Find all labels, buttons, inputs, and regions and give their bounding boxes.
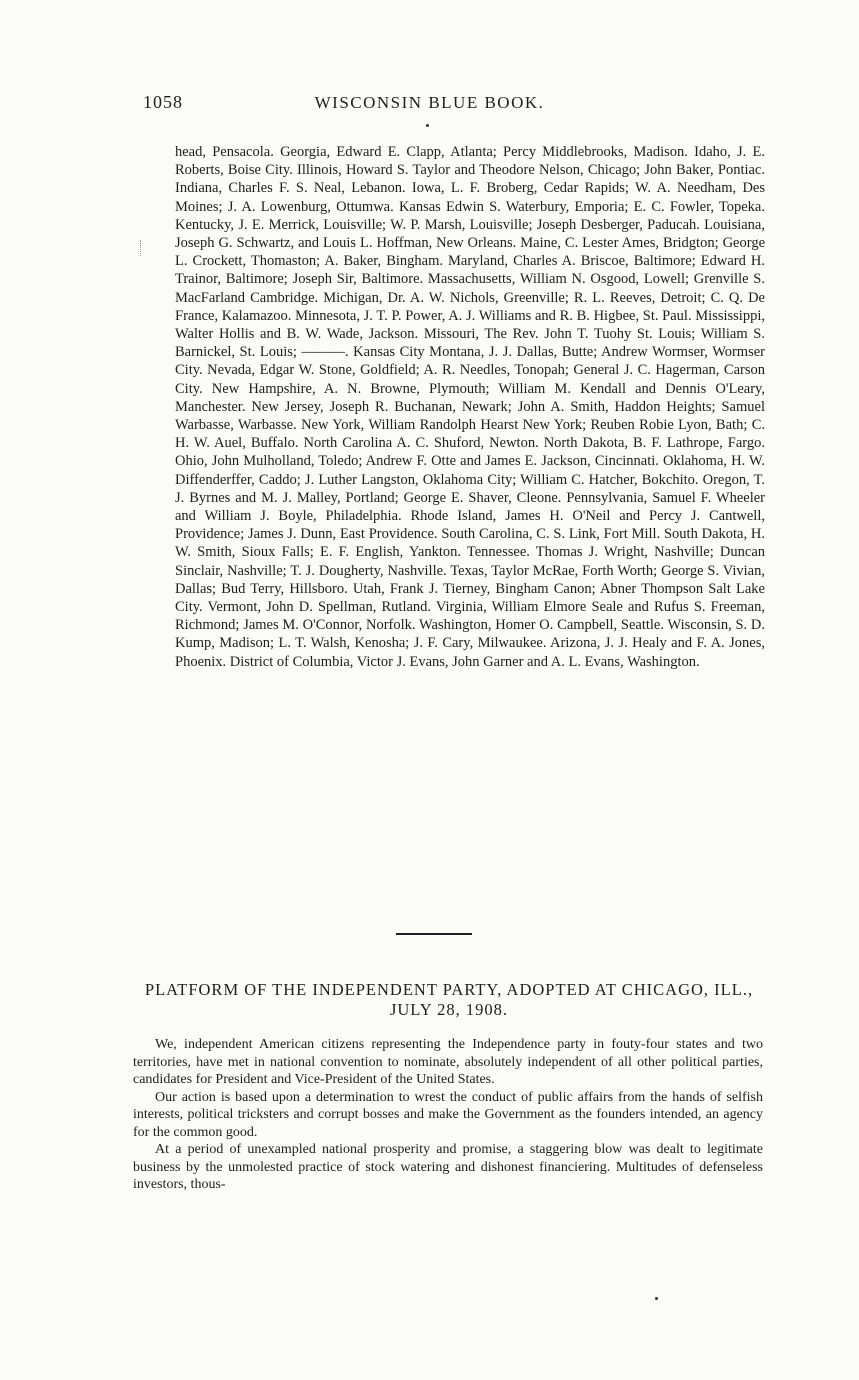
platform-paragraph: At a period of unexampled national prosperity and promise, a staggering blow was dealt to legitimate business by the unmolested practice of stock watering and dishonest financiering. Multitudes of defenseless investors, thous-: [133, 1142, 763, 1192]
page-number: 1058: [143, 92, 183, 112]
continued-text: head, Pensacola. Georgia, Edward E. Clapp, Atlanta; Percy Middlebrooks, Madison. Idaho, J. E. Roberts, Boise City. Illinois, Howard S. Taylor and Theodore Nelson, Chicago; John Baker, Pontiac. Indiana, Charles F. S. Neal, Lebanon. Iowa, L. F. Broberg, Cedar Rapids; W. A. Needham, Des Moines; J. A. Lowenburg, Ottumwa. Kansas Edwin S. Waterbury, Emporia; E. C. Fowler, Topeka. Kentucky, J. E. Merrick, Louisville; W. P. Marsh, Louisville; Joseph Desberger, Paducah. Louisiana, Joseph G. Schwartz, and Louis L. Hoffman, New Orleans. Maine, C. Lester Ames, Bridgton; George L. Crockett, Thomaston; A. Baker, Bingham. Maryland, Charles A. Briscoe, Baltimore; Edward H. Trainor, Baltimore; Joseph Sir, Baltimore. Massachusetts, William N. Osgood, Lowell; Grenville S. MacFarland Cambridge. Michigan, Dr. A. W. Nichols, Greenville; R. L. Reeves, Detroit; C. Q. De France, Kalamazoo. Minnesota, J. T. P. Power, A. J. Williams and R. B. Higbee, St. Paul. Mississippi, Walter Hollis and B. W. Wade, Jackson. Missouri, The Rev. John T. Tuohy St. Louis; William S. Barnickel, St. Louis; ———. Kansas City Montana, J. J. Dallas, Butte; Andrew Wormser, Wormser City. Nevada, Edgar W. Stone, Goldfield; A. R. Needles, Tonopah; General J. C. Hagerman, Carson City. New Hampshire, A. N. Browne, Plymouth; William M. Kendall and Dennis O'Leary, Manchester. New Jersey, Joseph R. Buchanan, Newark; John A. Smith, Haddon Heights; Samuel Warbasse, Warbasse. New York, William Randolph Hearst New York; Reuben Robie Lyon, Bath; C. H. W. Auel, Buffalo. North Carolina A. C. Shuford, Newton. North Dakota, B. F. Lathrope, Fargo. Ohio, John Mulholland, Toledo; Andrew F. Otte and James E. Jackson, Cincinnati. Oklahoma, H. W. Diffenderffer, Caddo; J. Luther Langston, Oklahoma City; William C. Hatcher, Bokchito. Oregon, T. J. Byrnes and M. J. Malley, Portland; George E. Shaver, Cleone. Pennsylvania, Samuel F. Wheeler and William J. Boyle, Philadelphia. Rhode Island, James H. O'Neil and Percy J. Cantwell, Providence; James J. Dunn, East Providence. South Carolina, C. S. Link, Fort Mill. South Dakota, H. W. Smith, Sioux Falls; E. F. English, Yankton. Tennessee. Thomas J. Wright, Nashville; Duncan Sinclair, Nashville; T. J. Dougherty, Nashville. Texas, Taylor McRae, Forth Worth; George S. Vivian, Dallas; Bud Terry, Hillsboro. Utah, Frank J. Tierney, Bingham Canon; Abner Thompson Salt Lake City. Vermont, John D. Spellman, Rutland. Virginia, William Elmore Seale and Rufus S. Freeman, Richmond; James M. O'Connor, Norfolk. Washington, Homer O. Campbell, Seattle. Wisconsin, S. D. Kump, Madison; L. T. Walsh, Kenosha; J. F. Cary, Milwaukee. Arizona, J. J. Healy and F. A. Jones, Phoenix. District of Columbia, Victor J. Evans, John Garner and A. L. Evans, Washington.: [175, 144, 765, 670]
bottom-dot: [655, 1297, 658, 1300]
margin-mark: [140, 240, 144, 256]
section-heading: PLATFORM OF THE INDEPENDENT PARTY, ADOPTED AT CHICAGO, ILL., JULY 28, 1908.: [144, 980, 754, 1019]
platform-paragraph: Our action is based upon a determination to wrest the conduct of public affairs from the hands of selfish interests, political tricksters and corrupt bosses and make the Government as the founders intended, an agency for the common good.: [133, 1089, 763, 1140]
platform-paragraph: We, independent American citizens representing the Independence party in fouty-four states and two territories, have met in national convention to nominate, absolutely independent of all other political parties, candidates for President and Vice-President of the United States.: [133, 1037, 763, 1087]
platform-body: [133, 1036, 763, 1194]
section-divider: [396, 933, 472, 935]
top-dot: [426, 124, 429, 127]
running-title: WISCONSIN BLUE BOOK.: [314, 93, 545, 112]
